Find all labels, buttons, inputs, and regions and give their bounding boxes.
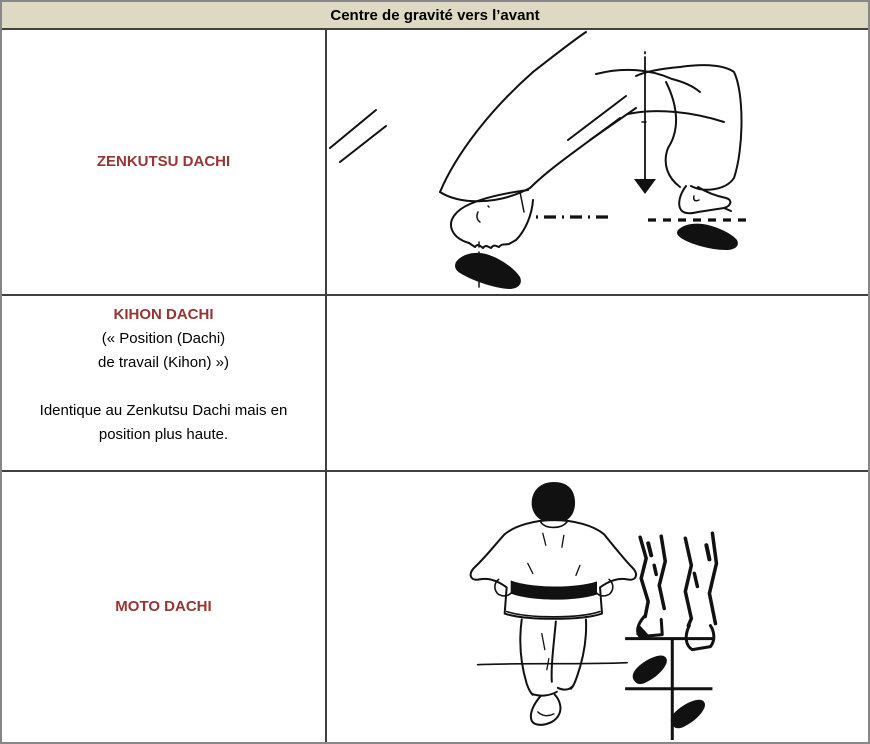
row-zenkutsu-illustration-cell — [327, 30, 868, 296]
kihon-description: Identique au Zenkutsu Dachi mais en position plus haute. — [39, 402, 288, 443]
row-moto-illustration-cell — [327, 472, 868, 742]
table-title: Centre de gravité vers l’avant — [330, 6, 540, 24]
stance-name-moto: MOTO DACHI — [115, 598, 212, 615]
moto-dachi-illustration — [327, 472, 868, 742]
row-kihon-empty-cell — [327, 296, 868, 472]
zenkutsu-dachi-illustration — [327, 30, 868, 294]
row-moto-label-cell — [2, 472, 327, 742]
stance-name-kihon: KIHON DACHI — [113, 306, 214, 323]
table-header — [2, 2, 868, 30]
kihon-paren-line1: (« Position (Dachi) — [101, 330, 226, 347]
row-kihon-label-cell — [2, 296, 327, 472]
row-zenkutsu-label-cell — [2, 30, 327, 296]
stance-name-zenkutsu: ZENKUTSU DACHI — [96, 153, 231, 170]
kihon-paren-line2: de travail (Kihon) ») — [98, 354, 229, 371]
